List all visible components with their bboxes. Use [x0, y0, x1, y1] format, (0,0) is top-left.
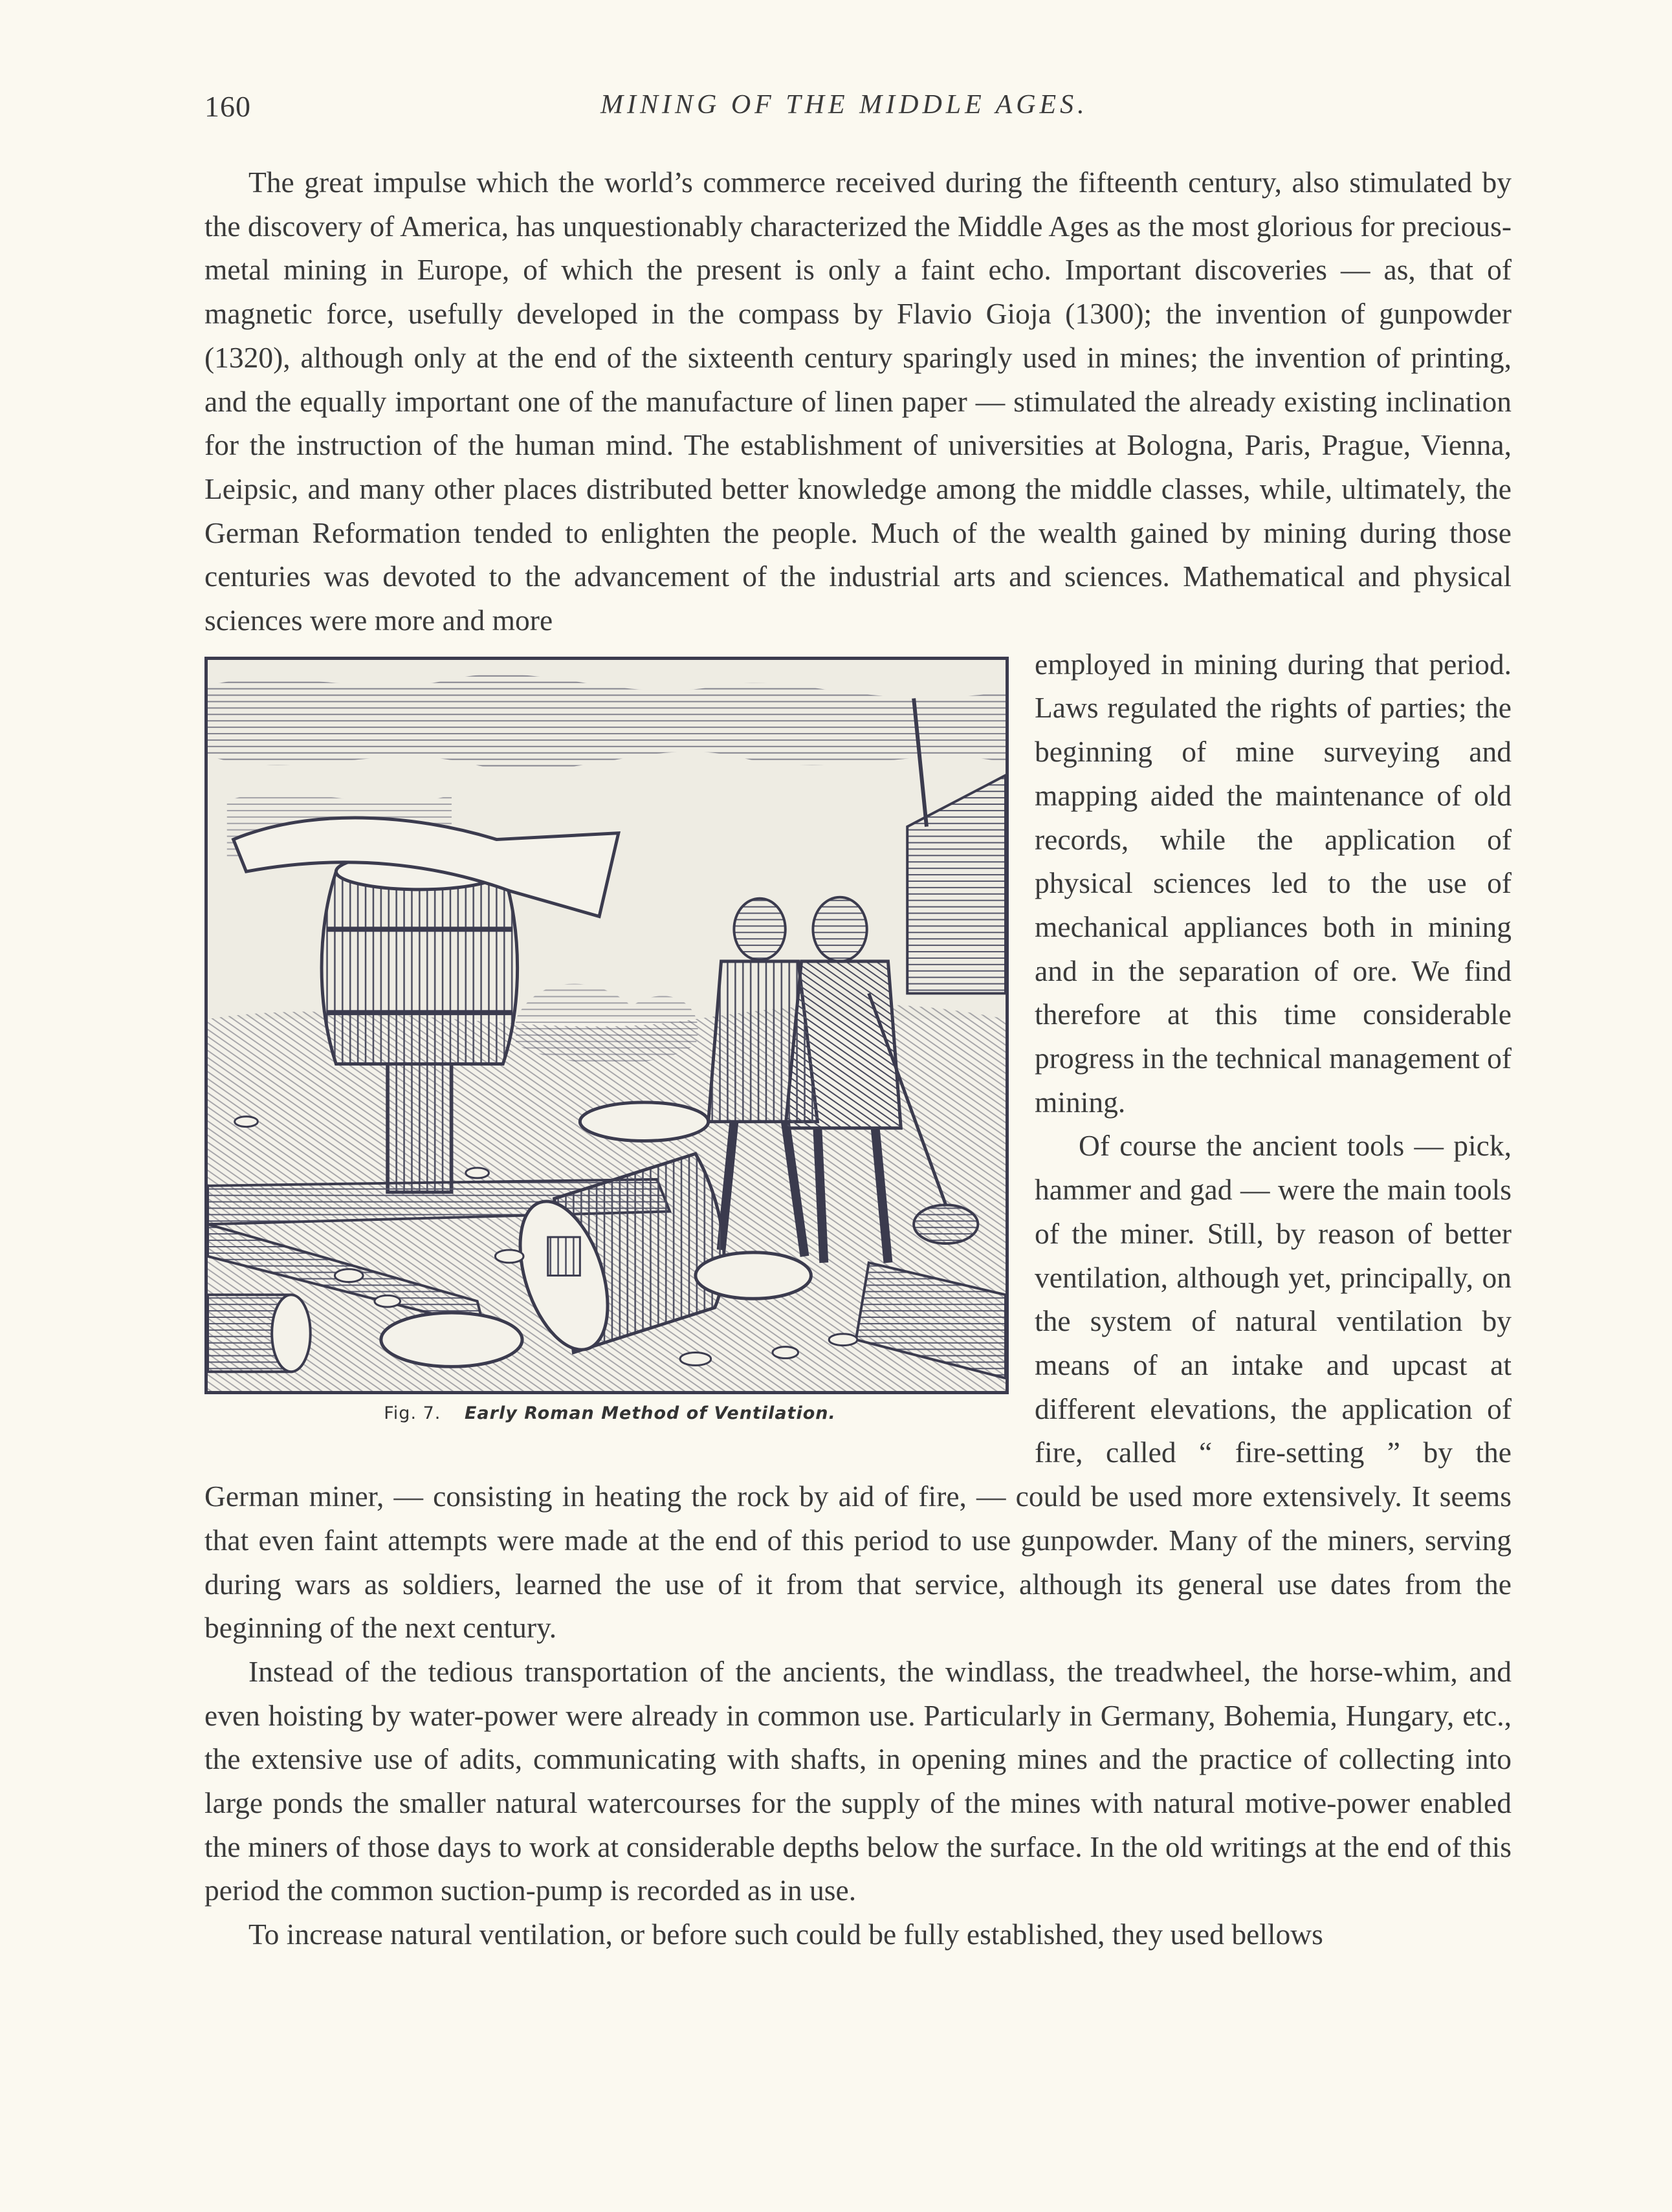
paragraph-4: To increase natural ventilation, or before such could be fully established, they used bellows — [248, 1918, 1323, 1951]
ventilation-engraving — [204, 657, 1009, 1394]
page-header — [204, 89, 1512, 135]
figure-label: Fig. 7. — [384, 1403, 441, 1423]
disc-2 — [696, 1253, 811, 1298]
paragraph-1-end: employed in mining during that period. Laws regulated the rights of parties; the beginning of mine surveying and mapping aided the maintenance of old records, while the application of physical sciences led to the use of mechanical appliances both in mining and in the separation of ore. We find therefore at this time considerable progress in the technical management of mining. — [1035, 647, 1512, 1119]
disc-1 — [580, 1102, 708, 1141]
figure-caption — [204, 1403, 1015, 1424]
figure-title: Early Roman Method of Ventilation. — [464, 1403, 836, 1423]
paragraph-3: Instead of the tedious transportation of the ancients, the windlass, the treadwheel, the horse-whim, and even hoisting by water-power were already in common use. Particularly in Germany, Bohemia, Hungary, etc., the extensive use of adits, communicating with shafts, in opening mines and the practice of collecting into large ponds the smaller natural watercourses for the supply of the mines with natural motive-power enabled the miners of those days to work at considerable depths below the surface. In the old writings at the end of this period the common suction-pump is recorded as in use. — [204, 1654, 1512, 1907]
page-number: 160 — [204, 90, 251, 123]
figure-7 — [204, 657, 1015, 1449]
paragraph-1-start: The great impulse which the world’s commerce received during the fifteenth century, also stimulated by the discovery of America, has unquestionably characterized the Middle Ages as the most glorious for precious-metal mining in Europe, of which the present is only a faint echo. Important discoveries — as, that of magnetic force, usefully developed in the compass by Flavio Gioja (1300); the invention of gunpowder (1320), although only at the end of the sixteenth century sparingly used in mines; the invention of printing, and the equally important one of the manufacture of linen paper — stimulated the already existing inclination for the instruction of the human mind. The establishment of universities at Bologna, Paris, Prague, Vienna, Leipsic, and many other places distributed better knowledge among the middle classes, while, ultimately, the German Reformation tended to enlighten the people. Much of the wealth gained by mining during those centuries was devoted to the advancement of the industrial arts and sciences. Mathematical and physical sciences were more and more — [204, 166, 1512, 637]
body-text — [204, 160, 1512, 1956]
running-title: MINING OF THE MIDDLE AGES. — [600, 90, 1088, 120]
disc-3 — [381, 1313, 522, 1366]
paragraph-2: Of course the ancient tools — pick, hammer and gad — were the main tools of the miner. Still, by reason of better ventilation, although yet, principally, on the system of natural ventilation by means of an intake and upcast at different elevations, the application of fire, called “ fire-setting ” by the German miner, — consisting in heating the rock by aid of fire, — could be used more extensively. It seems that even faint attempts were made at the end of this period to use gunpowder. Many of the miners, serving during wars as soldiers, learned the use of it from that service, although its general use dates from the beginning of the next century. — [204, 1129, 1512, 1645]
